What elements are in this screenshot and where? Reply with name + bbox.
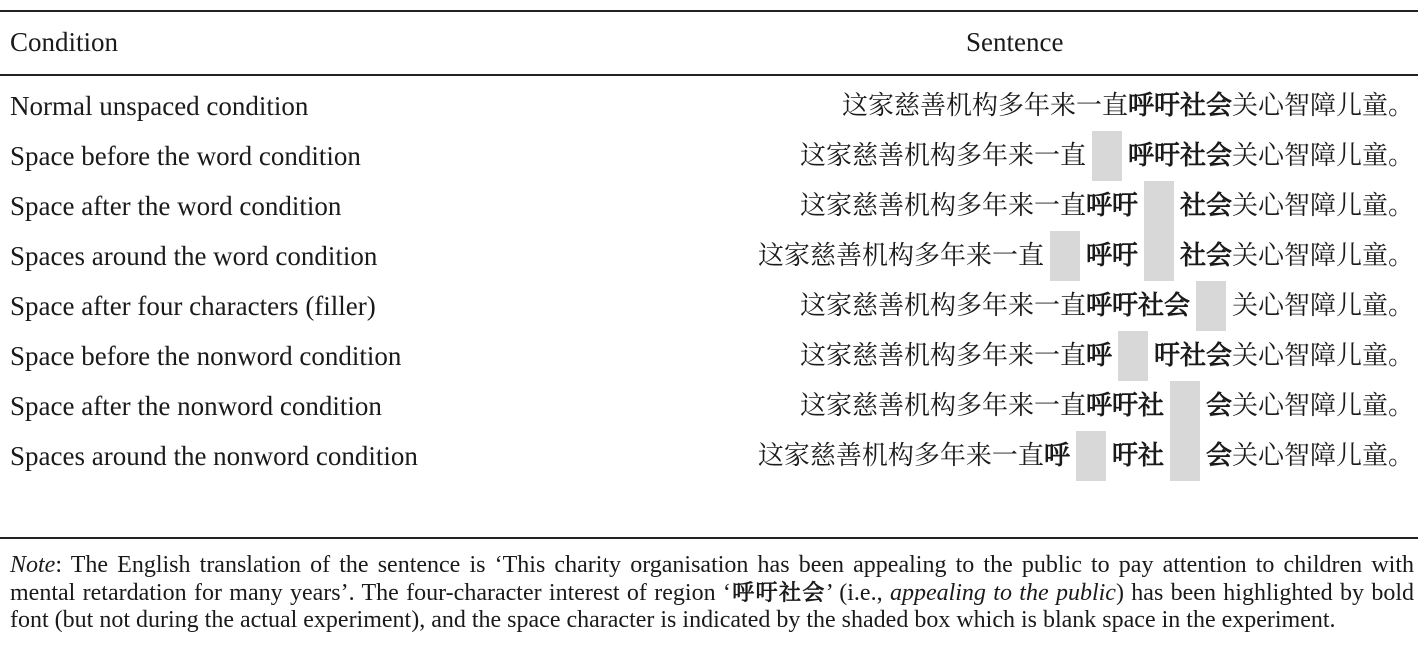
target-region-text: 吁社 <box>1111 441 1164 471</box>
sentence-text: 关心智障儿童。 <box>1231 91 1414 121</box>
space-shaded-box <box>1144 231 1174 281</box>
space-shaded-box <box>1144 181 1174 231</box>
note-label: Note <box>10 552 56 578</box>
target-region-text: 吁社会 <box>1153 341 1232 371</box>
table-row <box>0 281 1418 331</box>
sentence-cell <box>800 281 1414 331</box>
condition-cell: Space after the nonword condition <box>10 391 382 421</box>
space-shaded-box <box>1118 331 1148 381</box>
sentence-cell <box>800 331 1414 381</box>
table-note <box>10 552 1414 635</box>
table-row <box>0 331 1418 381</box>
space-shaded-box <box>1170 381 1200 431</box>
target-region-text: 呼 <box>1085 341 1112 371</box>
table-bottom-rule <box>0 537 1418 539</box>
target-region-text: 会 <box>1205 441 1232 471</box>
target-region-text: 呼吁社 <box>1085 391 1164 421</box>
space-shaded-box <box>1050 231 1080 281</box>
table-row <box>0 81 1418 131</box>
sentence-text: 关心智障儿童。 <box>1231 141 1414 171</box>
sentence-text: 关心智障儿童。 <box>1231 291 1414 321</box>
sentence-text: 这家慈善机构多年来一直 <box>799 291 1086 321</box>
note-bold-word: 呼吁社会 <box>730 580 826 606</box>
sentence-text: 关心智障儿童。 <box>1231 441 1414 471</box>
note-text-1: : The English translation of the sentence is ‘This charity organisation has been appealing to the public to pay attention to children with mental retardation for many years’. The four-character interest of region ‘ <box>10 552 1414 606</box>
sentence-cell <box>758 231 1414 281</box>
table-row <box>0 231 1418 281</box>
note-italic-phrase: appealing to the public <box>889 579 1116 606</box>
target-region-text: 会 <box>1205 391 1232 421</box>
condition-cell: Spaces around the nonword condition <box>10 441 418 471</box>
header-sentence: Sentence <box>966 27 1064 57</box>
table-row <box>0 181 1418 231</box>
target-region-text: 社会 <box>1179 191 1232 221</box>
note-text-2: ’ (i.e., <box>825 579 890 606</box>
table-row <box>0 131 1418 181</box>
sentence-text: 这家慈善机构多年来一直 <box>841 91 1128 121</box>
sentence-text: 这家慈善机构多年来一直 <box>799 141 1086 171</box>
sentence-text: 这家慈善机构多年来一直 <box>799 391 1086 421</box>
sentence-text: 关心智障儿童。 <box>1231 191 1414 221</box>
sentence-cell <box>800 181 1414 231</box>
target-region-text: 呼 <box>1043 441 1070 471</box>
sentence-text: 这家慈善机构多年来一直 <box>799 341 1086 371</box>
condition-cell: Spaces around the word condition <box>10 241 378 271</box>
condition-cell: Space before the nonword condition <box>10 341 402 371</box>
condition-cell: Space after the word condition <box>10 191 342 221</box>
note-text-3: ) has been highlighted by bold font (but not during the actual experiment), and the space character is indicated by the shaded box which is blank space in the experiment. <box>10 579 1415 633</box>
space-shaded-box <box>1076 431 1106 481</box>
target-region-text: 呼吁社会 <box>1127 91 1232 121</box>
header-condition: Condition <box>10 27 119 57</box>
condition-cell: Normal unspaced condition <box>10 91 309 121</box>
sentence-text: 这家慈善机构多年来一直 <box>757 441 1044 471</box>
target-region-text: 社会 <box>1179 241 1232 271</box>
sentence-cell <box>758 431 1414 481</box>
target-region-text: 呼吁 <box>1085 241 1138 271</box>
target-region-text: 呼吁社会 <box>1127 141 1232 171</box>
space-shaded-box <box>1196 281 1226 331</box>
sentence-text: 关心智障儿童。 <box>1231 241 1414 271</box>
sentence-cell <box>800 381 1414 431</box>
table-top-rule <box>0 10 1418 12</box>
sentence-text: 这家慈善机构多年来一直 <box>757 241 1044 271</box>
condition-cell: Space after four characters (filler) <box>10 291 376 321</box>
sentence-cell <box>842 81 1414 131</box>
space-shaded-box <box>1170 431 1200 481</box>
table-row <box>0 381 1418 431</box>
sentence-text: 关心智障儿童。 <box>1231 341 1414 371</box>
condition-cell: Space before the word condition <box>10 141 361 171</box>
sentence-text: 这家慈善机构多年来一直 <box>799 191 1086 221</box>
target-region-text: 呼吁 <box>1085 191 1138 221</box>
sentence-text: 关心智障儿童。 <box>1231 391 1414 421</box>
table-row <box>0 431 1418 481</box>
space-shaded-box <box>1092 131 1122 181</box>
sentence-cell <box>800 131 1414 181</box>
table-header-rule <box>0 74 1418 76</box>
target-region-text: 呼吁社会 <box>1085 291 1190 321</box>
